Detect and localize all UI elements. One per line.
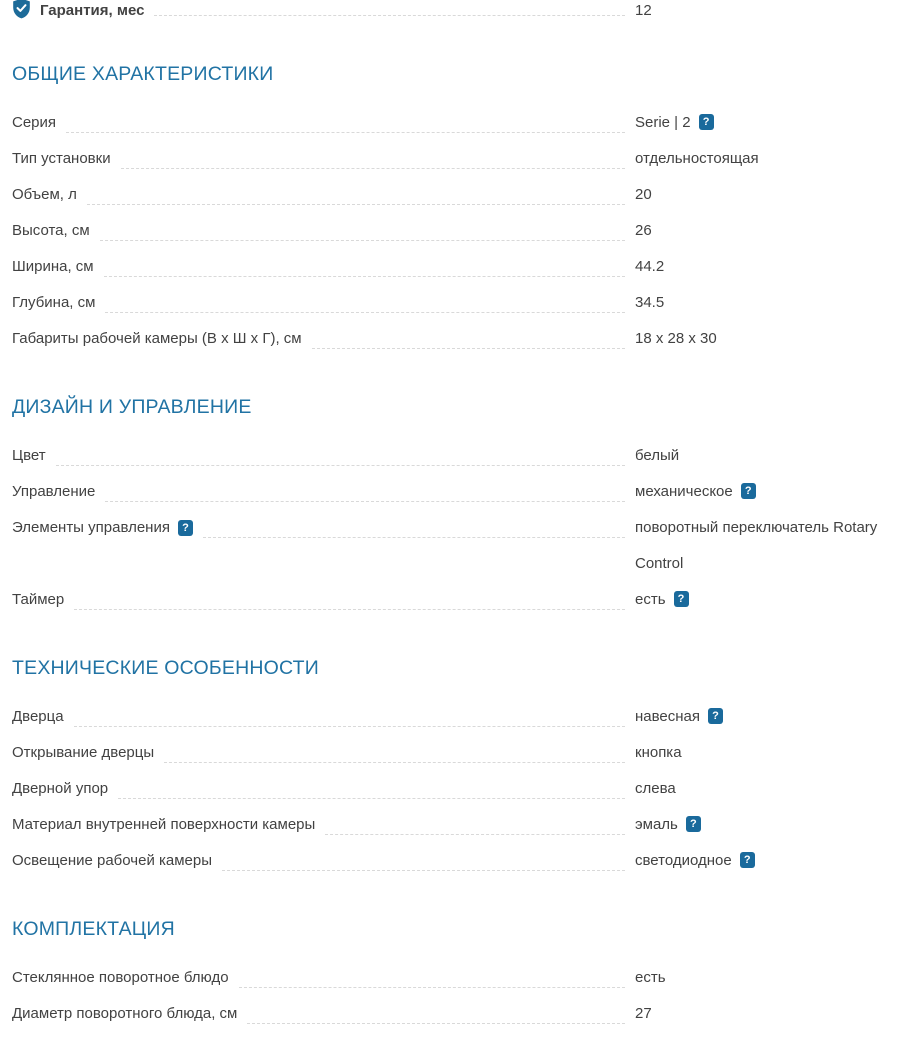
spec-value-text: кнопка — [635, 744, 682, 761]
help-icon[interactable]: ? — [686, 816, 701, 832]
spec-label: Габариты рабочей камеры (В х Ш х Г), см — [12, 330, 302, 347]
shield-check-icon — [12, 0, 31, 19]
spec-section — [12, 63, 890, 357]
spec-row — [12, 960, 890, 996]
section-title: ДИЗАЙН И УПРАВЛЕНИЕ — [12, 396, 252, 418]
dotted-leader — [56, 438, 625, 466]
section-rows — [12, 105, 890, 357]
spec-value-text: эмаль — [635, 816, 678, 833]
spec-row — [12, 105, 890, 141]
spec-value — [635, 285, 890, 321]
spec-value-text: 27 — [635, 1005, 652, 1022]
dotted-leader — [105, 474, 625, 502]
spec-label: Высота, см — [12, 222, 90, 239]
spec-label: Таймер — [12, 591, 65, 608]
spec-value — [635, 177, 890, 213]
spec-label: Цвет — [12, 447, 46, 464]
spec-value-text: 18 x 28 x 30 — [635, 330, 717, 347]
help-icon[interactable]: ? — [674, 591, 689, 607]
spec-row — [12, 438, 890, 474]
dotted-leader — [121, 141, 625, 169]
section-rows — [12, 960, 890, 1032]
spec-value-text: 26 — [635, 222, 652, 239]
spec-value — [635, 771, 890, 807]
spec-value — [635, 510, 890, 582]
spec-row — [12, 771, 890, 807]
dotted-leader — [222, 843, 625, 871]
help-icon[interactable]: ? — [741, 483, 756, 499]
spec-label: Гарантия, мес — [40, 2, 145, 19]
spec-row — [12, 141, 890, 177]
spec-label: Стеклянное поворотное блюдо — [12, 969, 229, 986]
spec-value-text: 20 — [635, 186, 652, 203]
spec-label: Объем, л — [12, 186, 77, 203]
spec-row — [12, 735, 890, 771]
spec-row — [12, 582, 890, 618]
section-rows — [12, 438, 890, 618]
spec-row — [12, 213, 890, 249]
spec-value — [635, 438, 890, 474]
help-icon[interactable]: ? — [708, 708, 723, 724]
spec-label: Освещение рабочей камеры — [12, 852, 213, 869]
spec-value — [635, 582, 890, 618]
spec-value — [635, 141, 890, 177]
spec-value-text: 34.5 — [635, 294, 665, 311]
spec-label: Материал внутренней поверхности камеры — [12, 816, 316, 833]
dotted-leader — [74, 699, 625, 727]
spec-label: Открывание дверцы — [12, 744, 155, 761]
spec-value-text: навесная — [635, 708, 701, 725]
spec-row — [12, 699, 890, 735]
dotted-leader — [247, 996, 625, 1024]
spec-value — [635, 321, 890, 357]
spec-label: Ширина, см — [12, 258, 94, 275]
spec-label: Управление — [12, 483, 96, 500]
dotted-leader — [325, 807, 625, 835]
spec-value — [635, 960, 890, 996]
help-icon[interactable]: ? — [740, 852, 755, 868]
spec-row — [12, 249, 890, 285]
spec-value — [635, 735, 890, 771]
spec-label: Элементы управления — [12, 519, 170, 536]
dotted-leader — [66, 105, 625, 133]
spec-value-text: белый — [635, 447, 680, 464]
spec-section — [12, 396, 890, 618]
section-rows — [12, 699, 890, 879]
spec-section — [12, 918, 890, 1032]
spec-label: Тип установки — [12, 150, 111, 167]
help-icon[interactable]: ? — [699, 114, 714, 130]
spec-value-text: слева — [635, 780, 676, 797]
dotted-leader — [118, 771, 625, 799]
spec-value: 12 — [635, 2, 652, 19]
spec-value — [635, 807, 890, 843]
spec-row — [12, 807, 890, 843]
dotted-leader — [164, 735, 625, 763]
spec-label: Дверца — [12, 708, 64, 725]
spec-row — [12, 843, 890, 879]
spec-value-text: отдельностоящая — [635, 150, 759, 167]
spec-value — [635, 474, 890, 510]
spec-row-warranty — [12, 0, 890, 24]
dotted-leader — [104, 249, 625, 277]
spec-value — [635, 996, 890, 1032]
dotted-leader — [74, 582, 625, 610]
spec-value-text: поворотный переключатель Rotary Control — [635, 519, 878, 572]
spec-value — [635, 213, 890, 249]
section-title: ОБЩИЕ ХАРАКТЕРИСТИКИ — [12, 63, 274, 85]
spec-label: Дверной упор — [12, 780, 109, 797]
spec-row — [12, 285, 890, 321]
spec-row — [12, 177, 890, 213]
help-icon[interactable]: ? — [178, 520, 193, 536]
spec-label: Серия — [12, 114, 57, 131]
dotted-leader — [100, 213, 625, 241]
spec-row — [12, 510, 890, 582]
dotted-leader — [312, 321, 625, 349]
section-title: КОМПЛЕКТАЦИЯ — [12, 918, 175, 940]
dotted-leader — [87, 177, 625, 205]
spec-label: Глубина, см — [12, 294, 96, 311]
sections-container — [12, 63, 890, 1032]
spec-value — [635, 105, 890, 141]
spec-value — [635, 699, 890, 735]
spec-value-text: светодиодное — [635, 852, 732, 869]
spec-row — [12, 474, 890, 510]
spec-section — [12, 657, 890, 879]
dotted-leader — [239, 960, 625, 988]
section-title: ТЕХНИЧЕСКИЕ ОСОБЕННОСТИ — [12, 657, 319, 679]
spec-value-text: есть — [635, 969, 666, 986]
spec-value — [635, 843, 890, 879]
spec-value — [635, 249, 890, 285]
dotted-leader — [203, 510, 625, 538]
spec-value-text: механическое — [635, 483, 733, 500]
dotted-leader — [154, 0, 625, 16]
spec-value-text: 44.2 — [635, 258, 665, 275]
spec-value-text: Serie | 2 — [635, 114, 691, 131]
spec-row — [12, 321, 890, 357]
spec-row — [12, 996, 890, 1032]
spec-label: Диаметр поворотного блюда, см — [12, 1005, 238, 1022]
dotted-leader — [105, 285, 625, 313]
spec-value-text: есть — [635, 591, 666, 608]
